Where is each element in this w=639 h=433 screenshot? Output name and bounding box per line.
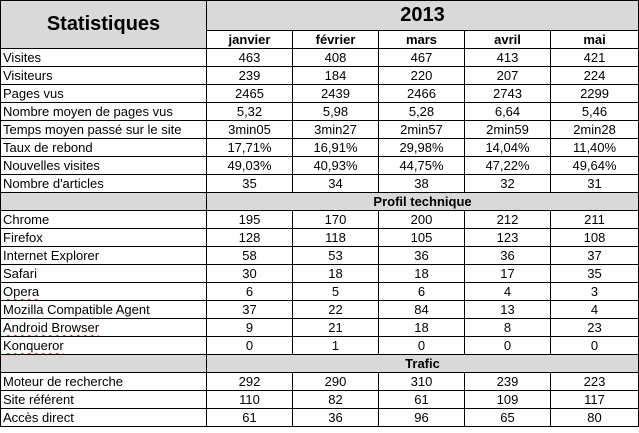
table-row — [1, 157, 639, 175]
row-label-cell — [1, 247, 207, 265]
row-label: Site référent — [3, 392, 74, 407]
value-cell: 8 — [465, 319, 551, 337]
value-cell: 212 — [465, 211, 551, 229]
value-cell: 32 — [465, 175, 551, 193]
value-cell: 2465 — [207, 85, 293, 103]
value-cell: 80 — [551, 409, 639, 427]
table-row — [1, 175, 639, 193]
row-label: Opera — [3, 284, 40, 299]
value-cell: 35 — [207, 175, 293, 193]
section-title: Profil technique — [207, 193, 639, 211]
section-header-row — [1, 193, 639, 211]
section-header-blank — [1, 193, 207, 211]
table-title: Statistiques — [1, 1, 207, 49]
value-cell: 13 — [465, 301, 551, 319]
value-cell: 38 — [379, 175, 465, 193]
value-cell: 5,32 — [207, 103, 293, 121]
section-header-blank — [1, 355, 207, 373]
row-label: Pages vus — [3, 86, 64, 101]
row-label-cell — [1, 229, 207, 247]
row-label-cell — [1, 67, 207, 85]
value-cell: 30 — [207, 265, 293, 283]
value-cell: 2min28 — [551, 121, 639, 139]
value-cell: 36 — [465, 247, 551, 265]
value-cell: 6 — [379, 283, 465, 301]
row-label: Nombre d'articles — [3, 176, 104, 191]
row-label: Taux de rebond — [3, 140, 93, 155]
value-cell: 3min27 — [293, 121, 379, 139]
table-row — [1, 319, 639, 337]
value-cell: 105 — [379, 229, 465, 247]
value-cell: 37 — [551, 247, 639, 265]
value-cell: 239 — [465, 373, 551, 391]
value-cell: 44,75% — [379, 157, 465, 175]
value-cell: 29,98% — [379, 139, 465, 157]
value-cell: 2min57 — [379, 121, 465, 139]
row-label: Android Browser — [3, 320, 100, 335]
row-label: Visiteurs — [3, 68, 53, 83]
row-label-cell — [1, 121, 207, 139]
value-cell: 2439 — [293, 85, 379, 103]
value-cell: 53 — [293, 247, 379, 265]
value-cell: 65 — [465, 409, 551, 427]
row-label-cell — [1, 301, 207, 319]
value-cell: 82 — [293, 391, 379, 409]
value-cell: 118 — [293, 229, 379, 247]
row-label: Internet Explorer — [3, 248, 100, 263]
month-header: avril — [465, 31, 551, 49]
value-cell: 35 — [551, 265, 639, 283]
year-header: 2013 — [207, 1, 639, 31]
row-label-cell — [1, 319, 207, 337]
row-label-cell — [1, 175, 207, 193]
value-cell: 239 — [207, 67, 293, 85]
value-cell: 5,28 — [379, 103, 465, 121]
value-cell: 4 — [551, 301, 639, 319]
value-cell: 170 — [293, 211, 379, 229]
value-cell: 5,46 — [551, 103, 639, 121]
value-cell: 223 — [551, 373, 639, 391]
value-cell: 17 — [465, 265, 551, 283]
table-row — [1, 283, 639, 301]
table-row — [1, 373, 639, 391]
row-label-cell — [1, 103, 207, 121]
value-cell: 211 — [551, 211, 639, 229]
value-cell: 11,40% — [551, 139, 639, 157]
value-cell: 123 — [465, 229, 551, 247]
table-row — [1, 265, 639, 283]
table-row — [1, 211, 639, 229]
value-cell: 128 — [207, 229, 293, 247]
table-row — [1, 247, 639, 265]
row-label-cell — [1, 283, 207, 301]
month-header: mars — [379, 31, 465, 49]
value-cell: 31 — [551, 175, 639, 193]
value-cell: 6 — [207, 283, 293, 301]
value-cell: 463 — [207, 49, 293, 67]
value-cell: 2min59 — [465, 121, 551, 139]
row-label-cell — [1, 211, 207, 229]
row-label: Mozilla Compatible Agent — [3, 302, 150, 317]
row-label-cell — [1, 391, 207, 409]
value-cell: 21 — [293, 319, 379, 337]
row-label: Temps moyen passé sur le site — [3, 122, 182, 137]
table-row — [1, 229, 639, 247]
month-header: janvier — [207, 31, 293, 49]
value-cell: 16,91% — [293, 139, 379, 157]
value-cell: 22 — [293, 301, 379, 319]
row-label-cell — [1, 157, 207, 175]
value-cell: 4 — [465, 283, 551, 301]
row-label-cell — [1, 85, 207, 103]
value-cell: 6,64 — [465, 103, 551, 121]
value-cell: 207 — [465, 67, 551, 85]
value-cell: 34 — [293, 175, 379, 193]
value-cell: 18 — [379, 265, 465, 283]
row-label-cell — [1, 265, 207, 283]
value-cell: 0 — [379, 337, 465, 355]
value-cell: 195 — [207, 211, 293, 229]
value-cell: 0 — [465, 337, 551, 355]
value-cell: 292 — [207, 373, 293, 391]
value-cell: 2743 — [465, 85, 551, 103]
table-row — [1, 337, 639, 355]
table-row — [1, 139, 639, 157]
table-row — [1, 67, 639, 85]
row-label: Safari — [3, 266, 37, 281]
value-cell: 1 — [293, 337, 379, 355]
value-cell: 117 — [551, 391, 639, 409]
value-cell: 40,93% — [293, 157, 379, 175]
table-row — [1, 121, 639, 139]
row-label-cell — [1, 49, 207, 67]
value-cell: 61 — [379, 391, 465, 409]
value-cell: 18 — [293, 265, 379, 283]
value-cell: 421 — [551, 49, 639, 67]
row-label: Nombre moyen de pages vus — [3, 104, 173, 119]
row-label: Visites — [3, 50, 42, 65]
value-cell: 96 — [379, 409, 465, 427]
value-cell: 220 — [379, 67, 465, 85]
value-cell: 413 — [465, 49, 551, 67]
value-cell: 84 — [379, 301, 465, 319]
value-cell: 3 — [551, 283, 639, 301]
row-label-cell — [1, 373, 207, 391]
value-cell: 47,22% — [465, 157, 551, 175]
value-cell: 184 — [293, 67, 379, 85]
month-header: mai — [551, 31, 639, 49]
value-cell: 14,04% — [465, 139, 551, 157]
table-row — [1, 103, 639, 121]
table-row — [1, 85, 639, 103]
value-cell: 5,98 — [293, 103, 379, 121]
table-row — [1, 49, 639, 67]
value-cell: 108 — [551, 229, 639, 247]
value-cell: 9 — [207, 319, 293, 337]
row-label-cell — [1, 139, 207, 157]
row-label: Accès direct — [3, 410, 74, 425]
value-cell: 2299 — [551, 85, 639, 103]
table-row — [1, 301, 639, 319]
value-cell: 290 — [293, 373, 379, 391]
value-cell: 200 — [379, 211, 465, 229]
title-row — [1, 1, 639, 31]
row-label: Konqueror — [3, 338, 64, 353]
value-cell: 110 — [207, 391, 293, 409]
row-label: Moteur de recherche — [3, 374, 123, 389]
value-cell: 5 — [293, 283, 379, 301]
table-row — [1, 391, 639, 409]
value-cell: 109 — [465, 391, 551, 409]
value-cell: 18 — [379, 319, 465, 337]
value-cell: 49,03% — [207, 157, 293, 175]
value-cell: 408 — [293, 49, 379, 67]
value-cell: 310 — [379, 373, 465, 391]
value-cell: 23 — [551, 319, 639, 337]
value-cell: 36 — [379, 247, 465, 265]
value-cell: 0 — [551, 337, 639, 355]
value-cell: 58 — [207, 247, 293, 265]
value-cell: 224 — [551, 67, 639, 85]
section-title: Trafic — [207, 355, 639, 373]
row-label: Nouvelles visites — [3, 158, 100, 173]
row-label-cell — [1, 409, 207, 427]
value-cell: 37 — [207, 301, 293, 319]
value-cell: 36 — [293, 409, 379, 427]
month-header: février — [293, 31, 379, 49]
value-cell: 61 — [207, 409, 293, 427]
value-cell: 3min05 — [207, 121, 293, 139]
value-cell: 0 — [207, 337, 293, 355]
value-cell: 49,64% — [551, 157, 639, 175]
table-row — [1, 409, 639, 427]
row-label: Firefox — [3, 230, 43, 245]
row-label-cell — [1, 337, 207, 355]
value-cell: 467 — [379, 49, 465, 67]
section-header-row — [1, 355, 639, 373]
value-cell: 17,71% — [207, 139, 293, 157]
row-label: Chrome — [3, 212, 50, 227]
value-cell: 2466 — [379, 85, 465, 103]
